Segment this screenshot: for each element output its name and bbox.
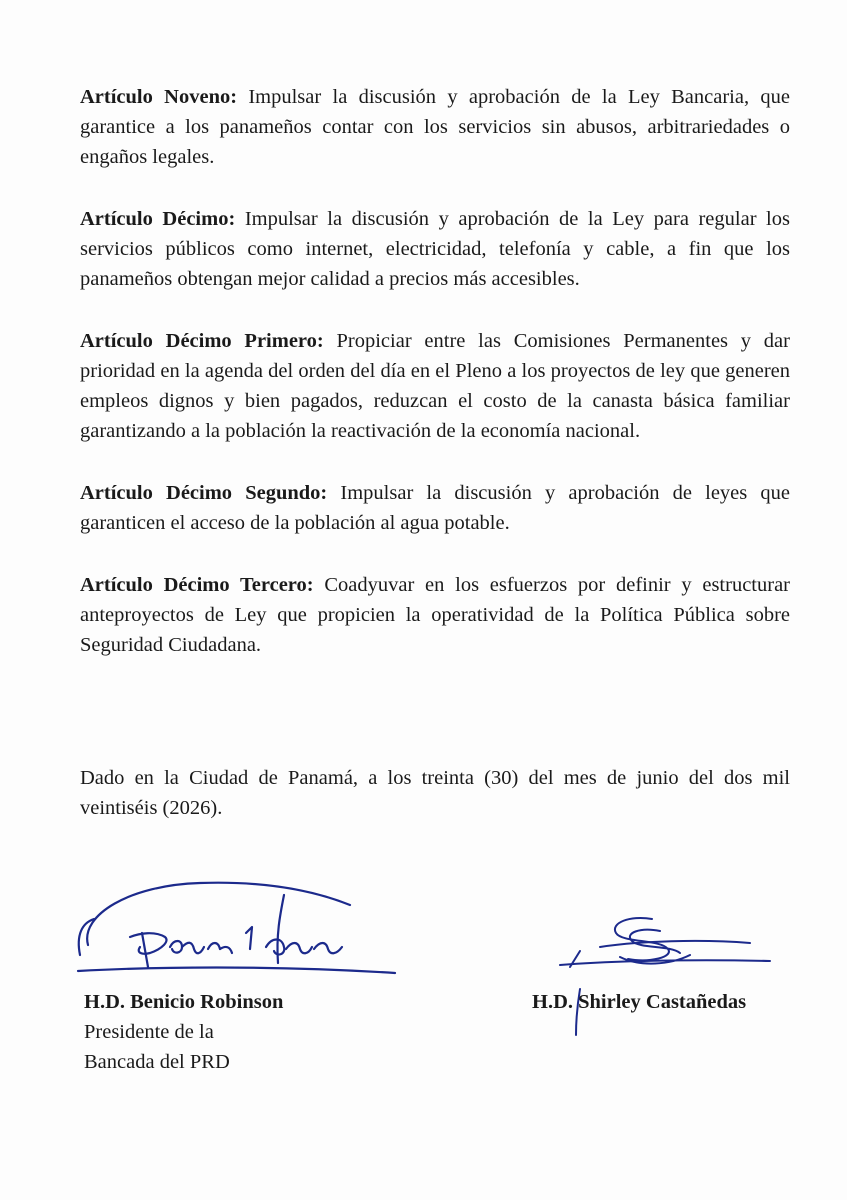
- article-text: Coadyuvar en los esfuerzos por definir y estructurar anteproyectos de Ley que propicien la operatividad de la Política Pública sobre Seguridad Ciudadana.: [80, 574, 790, 656]
- article-text: Impulsar la discusión y aprobación de la Ley para regular los servicios públicos como internet, electricidad, telefonía y cable, a fin que los panameños obtengan mejor calidad a precios más accesibles.: [80, 208, 790, 290]
- article-text: Propiciar entre las Comisiones Permanentes y dar prioridad en la agenda del orden del día en el Pleno a los proyectos de ley que generen empleos dignos y bien pagados, reduzcan el costo de la canasta básica familiar garantizando a la población la reactivación de la economía nacional.: [80, 330, 790, 442]
- article-label: Artículo Décimo Segundo:: [80, 482, 328, 504]
- article-noveno: [80, 82, 790, 172]
- article-label: Artículo Noveno:: [80, 86, 238, 108]
- signatory-role: Bancada del PRD: [84, 1051, 230, 1073]
- article-text: Impulsar la discusión y aprobación de leyes que garanticen el acceso de la población al agua potable.: [80, 482, 790, 534]
- signatory-right: [532, 987, 746, 1017]
- signature-shirley-castanedas: [540, 905, 780, 1045]
- signatory-name: H.D. Shirley Castañedas: [532, 991, 747, 1013]
- signature-benicio-robinson: [70, 875, 410, 985]
- article-label: Artículo Décimo:: [80, 208, 236, 230]
- article-text: Impulsar la discusión y aprobación de la Ley Bancaria, que garantice a los panameños contar con los servicios sin abusos, arbitrariedades o engaños legales.: [80, 86, 790, 168]
- article-label: Artículo Décimo Primero:: [80, 330, 324, 352]
- article-decimo-primero: [80, 326, 790, 446]
- article-decimo-tercero: [80, 570, 790, 660]
- signatory-left: [84, 987, 283, 1077]
- article-label: Artículo Décimo Tercero:: [80, 574, 314, 596]
- signatory-name: H.D. Benicio Robinson: [84, 991, 284, 1013]
- signatory-role: Presidente de la: [84, 1021, 214, 1043]
- articles-section: [80, 82, 790, 692]
- article-decimo-segundo: [80, 478, 790, 538]
- article-decimo: [80, 204, 790, 294]
- closing-statement: Dado en la Ciudad de Panamá, a los treinta (30) del mes de junio del dos mil veintiséis (2026).: [80, 767, 790, 819]
